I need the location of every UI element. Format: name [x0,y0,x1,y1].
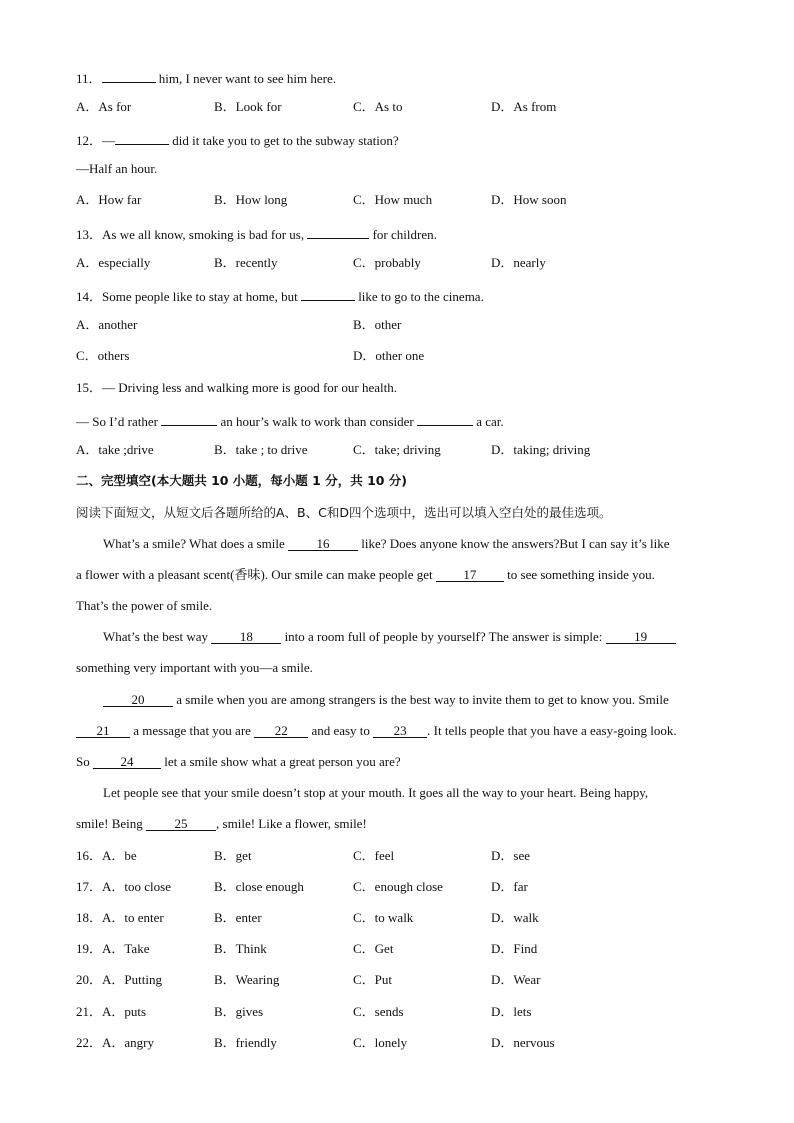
section-instruction: 阅读下面短文，从短文后各题所给的A、B、C和D四个选项中，选出可以填入空白处的最佳选项。 [76,505,612,520]
option-c: C．As to [353,99,403,114]
option-b: B．How long [214,192,288,207]
option-b: B．take ; to drive [214,442,308,457]
option-text: A．Putting [102,972,162,987]
option-a: A．How far [76,192,142,207]
option-text: C．enough close [353,879,443,894]
answer-blank [102,68,156,83]
choice-17-option-c [353,879,443,895]
question-11-stem [76,68,336,87]
question-number: 19． [76,941,103,956]
section-title: 二、完型填空(本大题共 10 小题，每小题 1 分，共 10 分) [76,473,408,488]
option-text: D．Find [491,941,538,956]
option-text: A．puts [102,1004,147,1019]
choice-18-option-c [353,910,413,926]
choice-19-option-d [491,941,537,957]
blank-24: 24 [93,754,161,769]
question-number: 21． [76,1004,103,1019]
passage-text: , smile! Like a flower, smile! [216,816,367,831]
blank-22: 22 [254,723,308,738]
option-text: D．nervous [491,1035,555,1050]
option-text: B．close enough [214,879,304,894]
option-text: A．angry [102,1035,155,1050]
answer-blank [301,286,355,301]
passage-line [76,567,718,583]
option-d: D．taking; driving [491,442,591,457]
question-text: an hour’s walk to work than consider [217,414,417,429]
passage-line [76,816,367,832]
question-text: 13．As we all know, smoking is bad for us, [76,227,308,242]
passage-text: What’s the best way [103,629,212,644]
blank-17: 17 [436,567,504,582]
choice-21-option-d [491,1004,531,1020]
option-c: C．take; driving [353,442,441,457]
answer-blank [115,130,169,145]
choice-22-option-b [214,1035,277,1051]
choice-19-option-c [353,941,393,957]
option-text: C．lonely [353,1035,408,1050]
option-text: B．get [214,848,252,863]
passage-text: to see something inside you. [503,567,655,582]
passage-line: Let people see that your smile doesn’t stop at your mouth. It goes all the way to your heart. Being happy, [103,785,649,800]
option-text: D．see [491,848,530,863]
blank-21: 21 [76,723,130,738]
passage-text: smile! Being [76,816,147,831]
passage-line [103,536,718,552]
question-number: 22． [76,1035,103,1050]
choice-18-option-a [76,910,164,926]
passage-text: a flower with a pleasant scent(香味). Our smile can make people get [76,567,436,582]
question-12-reply: —Half an hour. [76,161,158,176]
question-number: 11． [76,71,102,86]
choice-16-option-b [214,848,252,864]
option-text: C．Put [353,972,393,987]
question-number: 20． [76,972,103,987]
option-text: B．gives [214,1004,264,1019]
passage-text: like? Does anyone know the answers?But I can say it’s like [357,536,670,551]
choice-20-option-a [76,972,162,988]
passage-text: What’s a smile? What does a smile [103,536,288,551]
option-d: D．How soon [491,192,567,207]
option-b: B．Look for [214,99,282,114]
choice-22-option-d [491,1035,555,1051]
question-text: him, I never want to see him here. [155,71,337,86]
option-d: D．other one [353,348,425,363]
question-text: did it take you to get to the subway station? [169,133,399,148]
passage-text: let a smile show what a great person you are? [160,754,401,769]
choice-21-option-c [353,1004,404,1020]
choice-19-option-b [214,941,267,957]
option-text: C．sends [353,1004,404,1019]
option-d: D．nearly [491,255,546,270]
question-15-stem: 15．— Driving less and walking more is good for our health. [76,380,397,395]
choice-16-option-c [353,848,394,864]
option-text: B．friendly [214,1035,277,1050]
question-text: like to go to the cinema. [354,289,484,304]
choice-21-option-b [214,1004,263,1020]
option-text: D．walk [491,910,539,925]
option-d: D．As from [491,99,557,114]
question-12-stem [76,130,399,149]
choice-21-option-a [76,1004,146,1020]
option-text: A．too close [102,879,171,894]
passage-text: and easy to [308,723,374,738]
question-13-stem [76,224,437,243]
passage-line: something very important with you—a smile. [76,660,313,675]
answer-blank [417,411,473,426]
question-number: 16． [76,848,103,863]
option-text: C．Get [353,941,394,956]
question-text: 14．Some people like to stay at home, but [76,289,301,304]
passage-line: That’s the power of smile. [76,598,213,613]
choice-22-option-a [76,1035,154,1051]
choice-17-option-d [491,879,528,895]
question-number: 18． [76,910,103,925]
choice-22-option-c [353,1035,407,1051]
blank-19: 19 [606,629,676,644]
option-text: A．be [102,848,137,863]
choice-20-option-d [491,972,541,988]
blank-16: 16 [288,536,358,551]
option-a: A．especially [76,255,151,270]
blank-20: 20 [103,692,173,707]
blank-18: 18 [211,629,281,644]
option-text: B．enter [214,910,262,925]
passage-text: So [76,754,93,769]
blank-25: 25 [146,816,216,831]
choice-20-option-c [353,972,392,988]
question-text: — So I’d rather [76,414,162,429]
answer-blank [307,224,369,239]
option-c: C．others [76,348,130,363]
question-text: a car. [472,414,504,429]
option-a: A．take ;drive [76,442,154,457]
passage-text: a message that you are [130,723,255,738]
choice-20-option-b [214,972,279,988]
option-text: C．feel [353,848,395,863]
option-a: A．As for [76,99,132,114]
question-14-stem [76,286,484,305]
answer-blank [161,411,217,426]
option-text: A．to enter [102,910,164,925]
passage-text: into a room full of people by yourself? The answer is simple: [281,629,606,644]
choice-18-option-b [214,910,262,926]
option-text: C．to walk [353,910,414,925]
option-c: C．How much [353,192,433,207]
option-text: A．Take [102,941,150,956]
passage-line [103,692,669,708]
option-b: B．recently [214,255,278,270]
option-a: A．another [76,317,138,332]
passage-text: . It tells people that you have a easy-going look. [427,723,677,738]
option-text: B．Wearing [214,972,280,987]
option-text: D．lets [491,1004,532,1019]
passage-line [76,754,401,770]
question-number: 17． [76,879,103,894]
option-c: C．probably [353,255,421,270]
question-number: 12．— [76,133,116,148]
choice-16-option-d [491,848,530,864]
choice-19-option-a [76,941,149,957]
option-b: B．other [353,317,402,332]
choice-18-option-d [491,910,539,926]
choice-17-option-b [214,879,304,895]
question-text: for children. [369,227,437,242]
option-text: D．Wear [491,972,541,987]
option-text: D．far [491,879,528,894]
passage-line [76,723,677,739]
blank-23: 23 [373,723,427,738]
choice-16-option-a [76,848,137,864]
passage-line [103,629,676,645]
question-15-reply [76,411,504,430]
option-text: B．Think [214,941,267,956]
passage-text: a smile when you are among strangers is the best way to invite them to get to know you. Smile [173,692,669,707]
choice-17-option-a [76,879,171,895]
